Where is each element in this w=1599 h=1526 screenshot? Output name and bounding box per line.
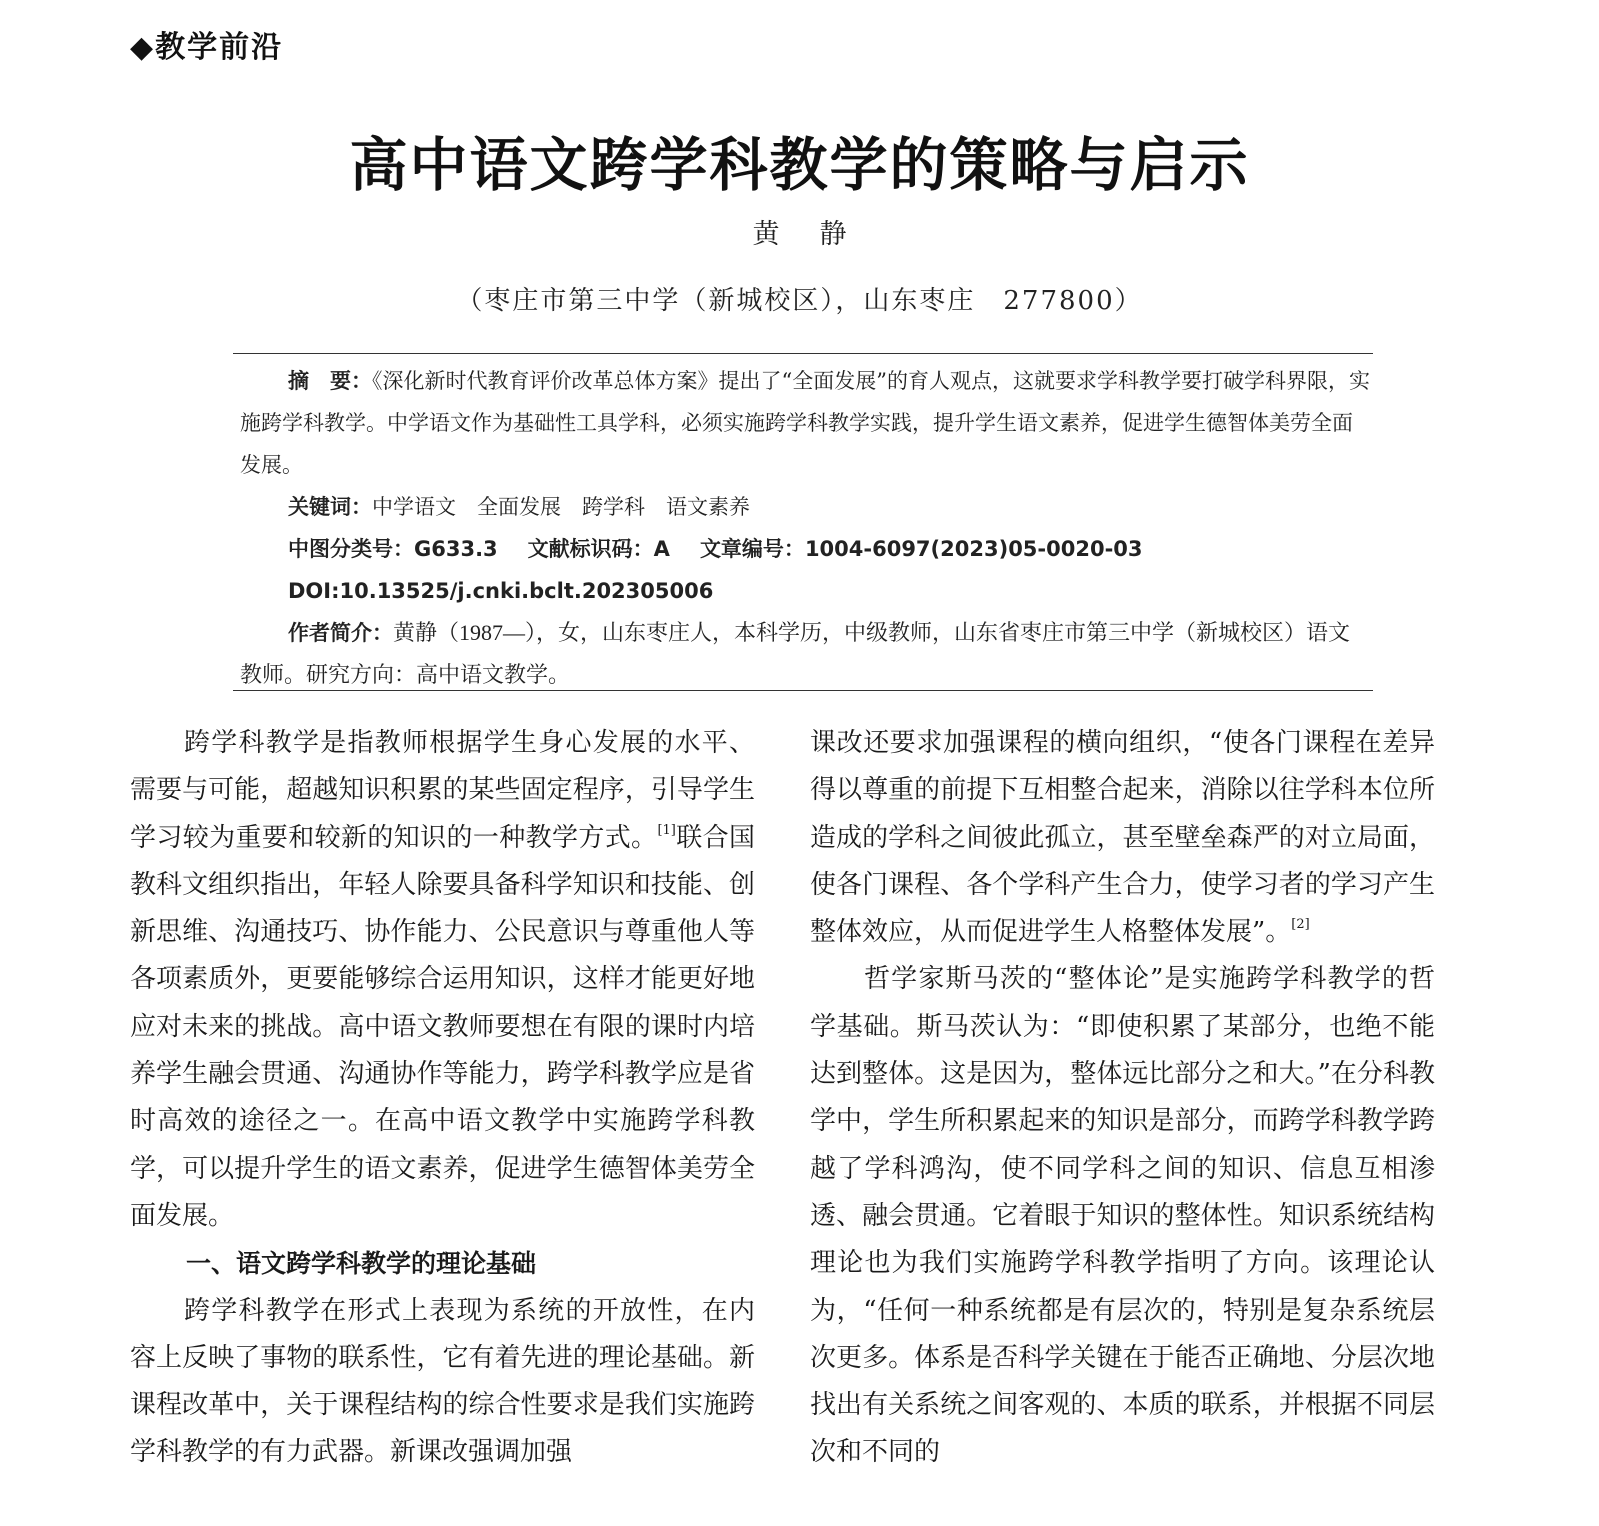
body-column-left <box>130 720 755 1477</box>
abstract-paragraph <box>240 360 1370 486</box>
author-name <box>0 212 1599 251</box>
body-column-right <box>810 720 1435 1477</box>
page-bottom-edge <box>0 1497 1599 1526</box>
author-affiliation: （枣庄市第三中学（新城校区），山东枣庄 277800） <box>456 286 1143 316</box>
article-no-value: 1004-6097(2023)05-0020-03 <box>804 537 1143 561</box>
body-paragraph <box>810 720 1435 956</box>
section-tag: ◆教学前沿 <box>130 30 284 65</box>
abstract-text: 《深化新时代教育评价改革总体方案》提出了“全面发展”的育人观点，这就要求学科教学要打破学科界限，实施跨学科教学。中学语文作为基础性工具学科，必须实施跨学科教学实践，提升学生语文素养，促进学生德智体美劳全面发展。 <box>240 369 1370 477</box>
article-no-label: 文章编号： <box>699 537 805 561</box>
keywords-text: 中学语文 全面发展 跨学科 语文素养 <box>372 495 750 519</box>
doi-line: DOI:10.13525/j.cnki.bclt.202305006 <box>288 579 714 603</box>
author-name-text: 黄静 <box>752 219 887 250</box>
keywords-line <box>240 486 1370 528</box>
body-text: 跨学科教学是指教师根据学生身心发展的水平、需要与可能，超越知识积累的某些固定程序，引导学生学习较为重要和较新的知识的一种教学方式。 <box>130 728 755 853</box>
article-title: 高中语文跨学科教学的策略与启示 <box>349 131 1250 199</box>
body-text: 课改还要求加强课程的横向组织，“使各门课程在差异得以尊重的前提下互相整合起来，消除以往学科本位所造成的学科之间彼此孤立，甚至壁垒森严的对立局面，使各门课程、各个学科产生合力，使学习者的学习产生整体效应，从而促进学生人格整体发展”。 <box>810 728 1435 948</box>
citation-ref: [1] <box>657 822 676 838</box>
abstract-bottom-rule <box>233 690 1373 691</box>
doc-code-value: A <box>653 537 670 561</box>
body-paragraph <box>130 720 755 1240</box>
citation-ref: [2] <box>1291 917 1310 933</box>
author-intro-label: 作者简介： <box>288 621 393 645</box>
body-paragraph: 哲学家斯马茨的“整体论”是实施跨学科教学的哲学基础。斯马茨认为：“即使积累了某部分，也绝不能达到整体。这是因为，整体远比部分之和大。”在分科教学中，学生所积累起来的知识是部分，而跨学科教学跨越了学科鸿沟，使不同学科之间的知识、信息互相渗透、融会贯通。它着眼于知识的整体性。知识系统结构理论也为我们实施跨学科教学指明了方向。该理论认为，“任何一种系统都是有层次的，特别是复杂系统层次更多。体系是否科学关键在于能否正确地、分层次地找出有关系统之间客观的、本质的联系，并根据不同层次和不同的 <box>810 964 1435 1468</box>
abstract-label: 摘 要： <box>288 369 372 393</box>
clc-label: 中图分类号： <box>288 537 414 561</box>
clc-value: G633.3 <box>414 537 498 561</box>
author-intro-paragraph <box>240 612 1370 696</box>
body-text: 联合国教科文组织指出，年轻人除要具备科学知识和技能、创新思维、沟通技巧、协作能力、公民意识与尊重他人等各项素质外，更要能够综合运用知识，这样才能更好地应对未来的挑战。高中语文教师要想在有限的课时内培养学生融会贯通、沟通协作等能力，跨学科教学应是省时高效的途径之一。在高中语文教学中实施跨学科教学，可以提升学生的语文素养，促进学生德智体美劳全面发展。 <box>130 822 755 1231</box>
classification-line <box>240 528 1370 570</box>
section-heading: 一、语文跨学科教学的理论基础 <box>186 1249 537 1279</box>
author-intro-text: 黄静（1987—），女，山东枣庄人，本科学历，中级教师，山东省枣庄市第三中学（新城校区）语文教师。研究方向：高中语文教学。 <box>240 620 1351 687</box>
keywords-label: 关键词： <box>288 495 372 519</box>
doc-code-label: 文献标识码： <box>527 537 654 561</box>
abstract-block <box>240 360 1370 696</box>
abstract-top-rule <box>233 353 1373 354</box>
body-paragraph: 跨学科教学在形式上表现为系统的开放性，在内容上反映了事物的联系性，它有着先进的理论基础。新课程改革中，关于课程结构的综合性要求是我们实施跨学科教学的有力武器。新课改强调加强 <box>130 1295 755 1468</box>
